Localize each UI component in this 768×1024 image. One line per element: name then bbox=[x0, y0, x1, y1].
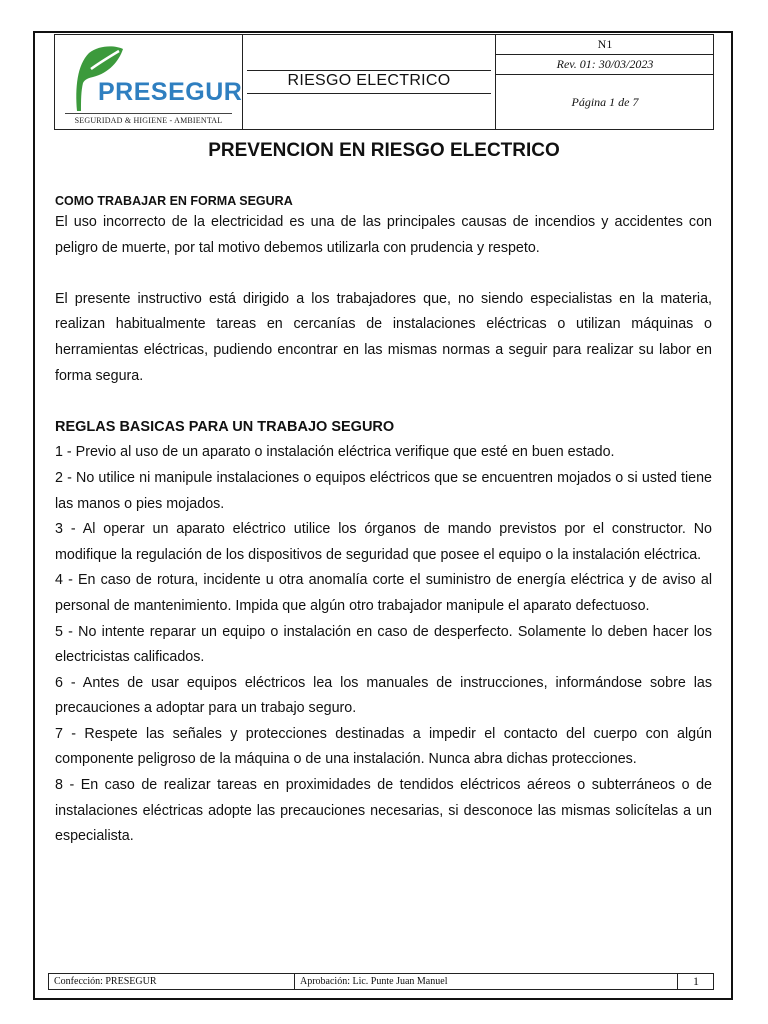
rule-item: 2 - No utilice ni manipule instalaciones o equipos eléctricos que se encuentren mojados o si usted tiene las manos o pies mojados. bbox=[55, 469, 712, 512]
header-title-cell bbox=[243, 35, 496, 129]
rule-item: 4 - En caso de rotura, incidente u otra anomalía corte el suministro de energía eléctrica y de aviso al personal de mantenimiento. Impida que algún otro trabajador manipule el aparato defectuoso. bbox=[55, 572, 712, 614]
rule-item: 6 - Antes de usar equipos eléctricos lea los manuales de instrucciones, informándose sobre las precauciones a adoptar para un trabajo seguro. bbox=[55, 674, 712, 717]
logo-tagline: SEGURIDAD & HIGIENE - AMBIENTAL bbox=[74, 116, 223, 125]
doc-code: N1 bbox=[496, 35, 714, 55]
header-meta-cell bbox=[496, 35, 714, 129]
revision-date: Rev. 01: 30/03/2023 bbox=[496, 55, 714, 75]
footer-confeccion: Confección: PRESEGUR bbox=[54, 976, 157, 987]
rule-item: 8 - En caso de realizar tareas en proximidades de tendidos eléctricos aéreos o subterráneos o de instalaciones eléctricas adopte las precauciones necesarias, si desconoce las mismas solicítelas a un especialista. bbox=[55, 777, 712, 845]
section-title: RIESGO ELECTRICO bbox=[287, 72, 451, 89]
title-rule-top bbox=[247, 70, 491, 71]
document-footer bbox=[48, 973, 714, 990]
rule-item: 7 - Respete las señales y protecciones destinadas a impedir el contacto del cuerpo con algún componente peligroso de la máquina o de una instalación. Nunca abra dichas protecciones. bbox=[55, 725, 712, 768]
rule-item: 3 - Al operar un aparato eléctrico utilice los órganos de mando previstos por el constructor. No modifique la regulación de los dispositivos de seguridad que posee el equipo o la instalación eléctrica. bbox=[55, 521, 712, 563]
logo-divider bbox=[65, 113, 232, 114]
logo-wordmark: PRESEGUR bbox=[98, 78, 243, 106]
page-info: Página 1 de 7 bbox=[571, 95, 639, 109]
rule-item: 1 - Previo al uso de un aparato o instalación eléctrica verifique que esté en buen estado. bbox=[55, 444, 615, 461]
footer-aprobacion: Aprobación: Lic. Punte Juan Manuel bbox=[294, 974, 674, 989]
document-header bbox=[54, 34, 714, 130]
intro-paragraph-1: El uso incorrecto de la electricidad es una de las principales causas de incendios y accidentes con peligro de muerte, por tal motivo debemos utilizarla con prudencia y respeto. bbox=[55, 214, 712, 256]
intro-paragraph-2: El presente instructivo está dirigido a los trabajadores que, no siendo especialistas en la materia, realizan habitualmente tareas en cercanías de instalaciones eléctricas o utilizan máquinas o herramientas eléctricas, pudiendo encontrar en las mismas normas a seguir para realizar su labor en forma segura. bbox=[55, 290, 712, 384]
section-heading-basic-rules: REGLAS BASICAS PARA UN TRABAJO SEGURO bbox=[55, 418, 395, 435]
document-title: PREVENCION EN RIESGO ELECTRICO bbox=[208, 140, 560, 161]
title-rule-bottom bbox=[247, 93, 491, 94]
rule-item: 5 - No intente reparar un equipo o instalación en caso de desperfecto. Solamente lo deben hacer los electricistas calificados. bbox=[55, 623, 712, 666]
document-body bbox=[55, 193, 712, 850]
footer-page-number: 1 bbox=[677, 974, 714, 989]
section-heading-safe-work: COMO TRABAJAR EN FORMA SEGURA bbox=[55, 194, 293, 208]
company-logo-cell bbox=[55, 35, 243, 129]
